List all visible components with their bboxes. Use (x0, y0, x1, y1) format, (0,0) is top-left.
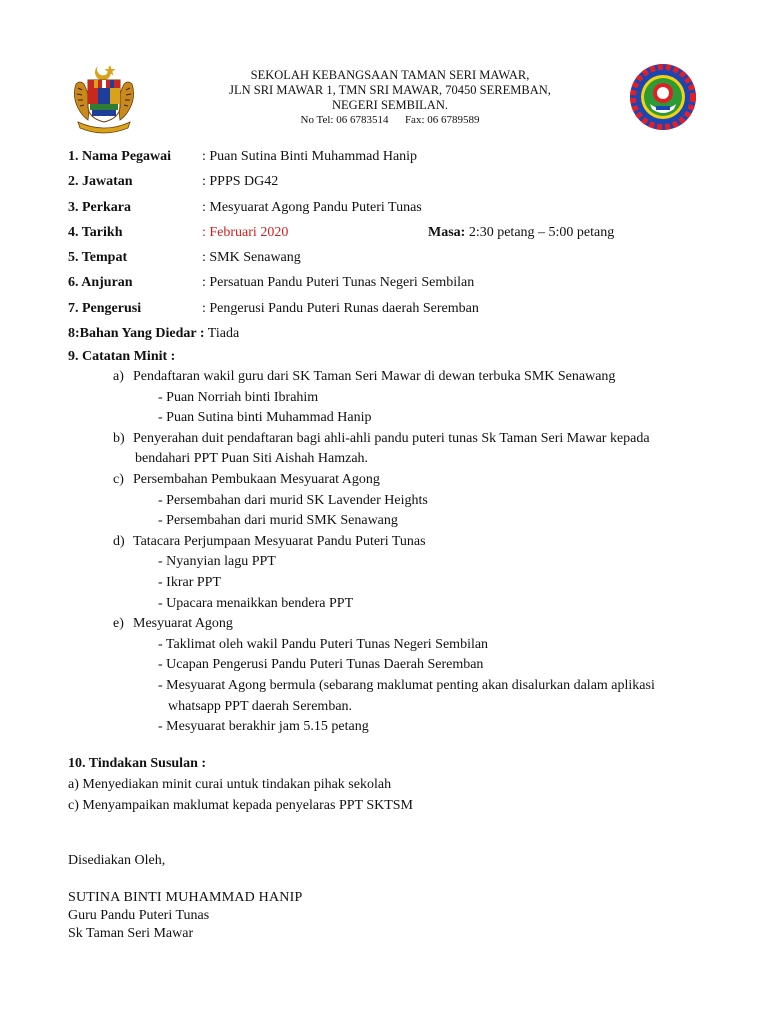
list-subitem: - Ucapan Pengerusi Pandu Puteri Tunas Daerah Seremban (158, 657, 484, 673)
field-anjuran (68, 273, 728, 298)
field-jawatan (68, 172, 728, 197)
list-subitem: - Upacara menaikkan bendera PPT (158, 595, 354, 611)
signature-block (68, 889, 302, 943)
malaysia-coat-of-arms-icon (70, 62, 138, 134)
list-subitem: - Nyanyian lagu PPT (158, 554, 276, 570)
signer-school: Sk Taman Seri Mawar (68, 926, 194, 941)
field-value: : Pengerusi Pandu Puteri Runas daerah Seremban (202, 300, 479, 316)
field-value: Tiada (204, 326, 240, 342)
field-label: 8:Bahan Yang Diedar : (68, 326, 205, 342)
minutes-heading: 9. Catatan Minit : (68, 349, 176, 364)
field-value: : Mesyuarat Agong Pandu Puteri Tunas (202, 199, 422, 215)
list-subitem: - Mesyuarat berakhir jam 5.15 petang (158, 719, 369, 735)
letterhead (0, 62, 768, 142)
field-bahan (68, 324, 728, 349)
list-item-continuation: bendahari PPT Puan Siti Aishah Hamzah. (135, 451, 369, 467)
list-item: c) Persembahan Pembukaan Mesyuarat Agong (113, 471, 380, 487)
school-state: NEGERI SEMBILAN. (332, 98, 448, 112)
field-label: 4. Tarikh (68, 224, 123, 240)
field-perkara (68, 198, 728, 223)
list-item: e) Mesyuarat Agong (113, 616, 233, 632)
minutes-list (68, 367, 728, 738)
field-nama (68, 147, 728, 172)
field-label: 5. Tempat (68, 250, 128, 266)
field-label: 3. Perkara (68, 199, 131, 215)
field-pengerusi (68, 299, 728, 324)
meeting-details (68, 147, 728, 349)
school-address-block (200, 68, 580, 128)
list-item: a) Pendaftaran wakil guru dari SK Taman Seri Mawar di dewan terbuka SMK Senawang (113, 369, 616, 384)
list-subitem-continuation: whatsapp PPT daerah Seremban. (168, 698, 353, 714)
list-subitem: - Persembahan dari murid SK Lavender Heights (158, 492, 428, 508)
school-address-line: JLN SRI MAWAR 1, TMN SRI MAWAR, 70450 SEREMBAN, (229, 83, 551, 97)
date-value: : Februari 2020 (202, 224, 289, 240)
field-value: : SMK Senawang (202, 250, 301, 266)
field-label: 1. Nama Pegawai (68, 149, 172, 164)
field-value: : Puan Sutina Binti Muhammad Hanip (202, 149, 418, 164)
time-label: Masa: (428, 224, 466, 240)
list-item: c) Menyampaikan maklumat kepada penyelaras PPT SKTSM (68, 797, 413, 813)
field-value: : Persatuan Pandu Puteri Tunas Negeri Sembilan (202, 275, 475, 291)
follow-up-list (68, 775, 413, 816)
list-subitem: - Puan Sutina binti Muhammad Hanip (158, 410, 372, 426)
signer-role: Guru Pandu Puteri Tunas (68, 908, 210, 923)
materials-field (68, 324, 239, 344)
list-item: b) Penyerahan duit pendaftaran bagi ahli-ahli pandu puteri tunas Sk Taman Seri Mawar kepada (113, 430, 650, 446)
school-contact: No Tel: 06 6783514 Fax: 06 6789589 (300, 114, 480, 126)
field-label: 7. Pengerusi (68, 300, 142, 316)
list-subitem: - Mesyuarat Agong bermula (sebarang maklumat penting akan disalurkan dalam aplikasi (158, 677, 655, 693)
list-subitem: - Ikrar PPT (158, 574, 221, 590)
signer-name: SUTINA BINTI MUHAMMAD HANIP (68, 890, 303, 905)
field-tempat (68, 248, 728, 273)
list-subitem: - Puan Norriah binti Ibrahim (158, 389, 319, 405)
school-name: SEKOLAH KEBANGSAAN TAMAN SERI MAWAR, (250, 68, 530, 82)
list-item: a) Menyediakan minit curai untuk tindakan pihak sekolah (68, 777, 392, 792)
prepared-by-label: Disediakan Oleh, (68, 853, 166, 868)
school-logo-icon (628, 62, 698, 132)
list-subitem: - Taklimat oleh wakil Pandu Puteri Tunas Negeri Sembilan (158, 636, 489, 652)
field-value: : PPPS DG42 (202, 174, 279, 190)
field-label: 6. Anjuran (68, 275, 133, 291)
list-subitem: - Persembahan dari murid SMK Senawang (158, 513, 398, 529)
time-field (428, 223, 614, 243)
follow-up-heading: 10. Tindakan Susulan : (68, 756, 207, 771)
time-value: 2:30 petang – 5:00 petang (465, 224, 615, 240)
list-item: d) Tatacara Perjumpaan Mesyuarat Pandu Puteri Tunas (113, 533, 426, 549)
field-label: 2. Jawatan (68, 174, 133, 190)
field-tarikh (68, 223, 728, 248)
